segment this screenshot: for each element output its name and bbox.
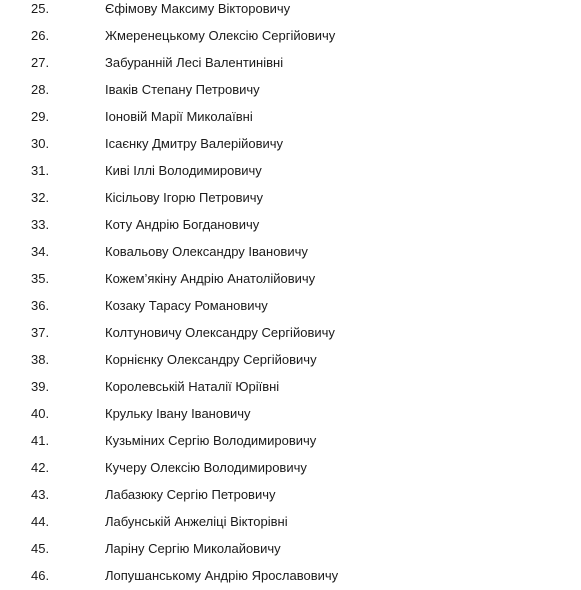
- item-number: 39.: [31, 379, 50, 394]
- item-number: 33.: [31, 217, 50, 232]
- item-number: 44.: [31, 514, 50, 529]
- item-number: 34.: [31, 244, 50, 259]
- item-name: Кучеру Олексію Володимировичу: [105, 460, 307, 475]
- list-item: [0, 481, 581, 508]
- item-number: 26.: [31, 28, 50, 43]
- item-name: Колтуновичу Олександру Сергійовичу: [105, 325, 335, 340]
- list-item: [0, 562, 581, 589]
- item-number: 36.: [31, 298, 50, 313]
- list-item: [0, 265, 581, 292]
- list-item: [0, 373, 581, 400]
- item-name: Лопушанському Андрію Ярославовичу: [105, 568, 339, 583]
- item-number: 30.: [31, 136, 50, 151]
- list-item: [0, 508, 581, 535]
- item-number: 28.: [31, 82, 50, 97]
- item-name: Єфімову Максиму Вікторовичу: [105, 1, 291, 16]
- list-item: [0, 292, 581, 319]
- list-item: [0, 211, 581, 238]
- list-item: [0, 427, 581, 454]
- item-name: Жмеренецькому Олексію Сергійовичу: [105, 28, 336, 43]
- list-item: [0, 238, 581, 265]
- item-number: 31.: [31, 163, 50, 178]
- item-number: 32.: [31, 190, 50, 205]
- item-name: Королевській Наталії Юріївні: [105, 379, 280, 394]
- item-name: Іваків Степану Петровичу: [105, 82, 260, 97]
- list-item: [0, 157, 581, 184]
- item-number: 46.: [31, 568, 50, 583]
- list-item: [0, 346, 581, 373]
- item-name: Ларіну Сергію Миколайовичу: [105, 541, 281, 556]
- item-name: Лабазюку Сергію Петровичу: [105, 487, 276, 502]
- item-number: 40.: [31, 406, 50, 421]
- item-number: 25.: [31, 1, 50, 16]
- item-name: Лабунській Анжеліці Вікторівні: [105, 514, 288, 529]
- item-number: 43.: [31, 487, 50, 502]
- item-number: 37.: [31, 325, 50, 340]
- list-item: [0, 76, 581, 103]
- item-name: Корнієнку Олександру Сергійовичу: [105, 352, 317, 367]
- list-item: [0, 103, 581, 130]
- item-name: Кузьміних Сергію Володимировичу: [105, 433, 317, 448]
- item-name: Іоновій Марії Миколаївні: [105, 109, 253, 124]
- list-item: [0, 319, 581, 346]
- list-item: [0, 130, 581, 157]
- item-name: Коту Андрію Богдановичу: [105, 217, 260, 232]
- item-number: 45.: [31, 541, 50, 556]
- item-number: 42.: [31, 460, 50, 475]
- item-name: Крульку Івану Івановичу: [105, 406, 251, 421]
- item-name: Ісаєнку Дмитру Валерійовичу: [105, 136, 284, 151]
- item-number: 41.: [31, 433, 50, 448]
- list-item: [0, 49, 581, 76]
- list-item: [0, 535, 581, 562]
- list-item: [0, 454, 581, 481]
- list-item: [0, 184, 581, 211]
- list-item: [0, 22, 581, 49]
- item-name: Кісільову Ігорю Петровичу: [105, 190, 264, 205]
- item-name: Забуранній Лесі Валентинівні: [105, 55, 284, 70]
- item-number: 27.: [31, 55, 50, 70]
- item-number: 29.: [31, 109, 50, 124]
- item-name: Ковальову Олександру Івановичу: [105, 244, 308, 259]
- item-number: 38.: [31, 352, 50, 367]
- list-item: [0, 400, 581, 427]
- list-item: [0, 0, 581, 22]
- item-number: 35.: [31, 271, 50, 286]
- item-name: Козаку Тарасу Романовичу: [105, 298, 268, 313]
- item-name: Кожем’якіну Андрію Анатолійовичу: [105, 271, 316, 286]
- item-name: Киві Іллі Володимировичу: [105, 163, 262, 178]
